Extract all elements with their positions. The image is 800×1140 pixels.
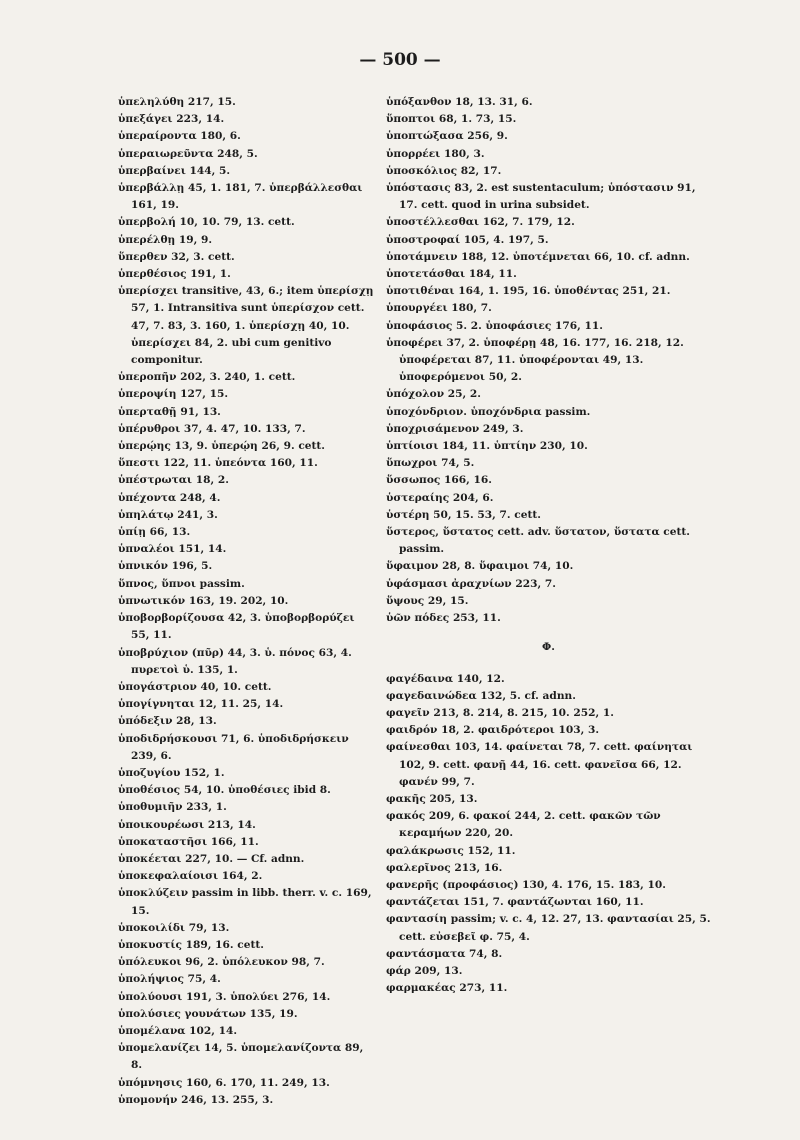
index-entry: ὑπολύουσι 191, 3. ὑπολύει 276, 14. — [118, 990, 331, 1003]
index-entry: ὑποκαταστῆσι 166, 11. — [118, 835, 259, 848]
index-entry: ὑπερβαίνει 144, 5. — [118, 164, 231, 177]
index-entry: φανερῆς (προφάσιος) 130, 4. 176, 15. 183, 10. — [386, 878, 666, 891]
index-entry: φαλερῖνος 213, 16. — [386, 861, 503, 874]
index-entry: ὑῶν πόδες 253, 11. — [386, 612, 501, 625]
index-entry: ὑποκέεται 227, 10. — Cf. adnn. — [118, 852, 305, 865]
index-entry: ὑποτετάσθαι 184, 11. — [386, 268, 517, 281]
index-entry: ὑπέχοντα 248, 4. — [118, 491, 221, 504]
index-entry: ὑποχρισάμενον 249, 3. — [386, 422, 524, 435]
index-entries-upsilon — [386, 94, 711, 627]
index-entry: ὑπεληλύθη 217, 15. — [118, 96, 236, 108]
index-entry: ὑποχόνδριον. ὑποχόνδρια passim. — [386, 405, 591, 418]
index-entry: ὕπερθεν 32, 3. cett. — [118, 250, 235, 263]
index-entry: ὑπίῃ 66, 13. — [118, 526, 191, 539]
index-entry: φαντάσματα 74, 8. — [386, 947, 503, 960]
index-entry: ὑπεροψίη 127, 15. — [118, 388, 229, 401]
index-entry: ὑποστροφαί 105, 4. 197, 5. — [386, 233, 549, 246]
index-entry: ὕφαιμον 28, 8. ὕφαιμοι 74, 10. — [386, 560, 574, 573]
index-entry: ὑπεξάγει 223, 14. — [118, 113, 225, 126]
index-entry: ὑπόμνησις 160, 6. 170, 11. 249, 13. — [118, 1076, 330, 1089]
index-entry: ὕπνος, ὕπνοι passim. — [118, 577, 245, 590]
index-entry: ὑπερῴης 13, 9. ὑπερῴη 26, 9. cett. — [118, 440, 325, 453]
index-entry: ὑποφέρει 37, 2. ὑποφέρῃ 48, 16. 177, 16. 218, 12. ὑποφέρεται 87, 11. ὑποφέρονται 49, 13. ὑποφερόμενοι 50, 2. — [386, 336, 684, 384]
index-entry: ὑπουργέει 180, 7. — [386, 302, 492, 315]
index-entry: ὑποθυμιῆν 233, 1. — [118, 801, 227, 814]
index-entry: φαντάζεται 151, 7. φαντάζωνται 160, 11. — [386, 896, 644, 909]
index-entry: φακῆς 205, 13. — [386, 792, 478, 805]
index-entry: ὑπηλάτῳ 241, 3. — [118, 508, 218, 521]
index-entry: ὑποκοιλίδι 79, 13. — [118, 921, 230, 934]
index-entry: ὑποστέλλεσθαι 162, 7. 179, 12. — [386, 216, 575, 229]
index-column-left — [118, 94, 376, 1109]
index-entry: ὑποβρύχιον (πῦρ) 44, 3. ὑ. πόνος 63, 4. πυρετοὶ ὑ. 135, 1. — [118, 646, 352, 676]
index-entry: ὑπέστρωται 18, 2. — [118, 474, 229, 487]
index-entry: φαρμακέας 273, 11. — [386, 982, 508, 995]
index-entry: ὑπνικόν 196, 5. — [118, 560, 213, 573]
index-entry: φαίνεσθαι 103, 14. φαίνεται 78, 7. cett. φαίνηται 102, 9. cett. φανῇ 44, 16. cett. φανεῖσα 66, 12. φανέν 99, 7. — [386, 741, 693, 788]
index-entry: ὑπεραιωρεῦντα 248, 5. — [118, 147, 258, 160]
index-entry: ὑποδιδρήσκουσι 71, 6. ὑποδιδρήσκειν 239, 6. — [118, 732, 349, 762]
index-entry: ὑπερέλθῃ 19, 9. — [118, 233, 213, 246]
index-entry: ὑπτίοισι 184, 11. ὑπτίην 230, 10. — [386, 440, 588, 453]
index-entry: ὑπομελανίζει 14, 5. ὑπομελανίζοντα 89, 8. — [118, 1042, 364, 1072]
index-entry: ὑποζυγίου 152, 1. — [118, 766, 225, 779]
page-number: — 500 — — [359, 50, 441, 70]
index-entry: ὑπόλευκοι 96, 2. ὑπόλευκον 98, 7. — [118, 956, 325, 969]
index-entry: ὑπόξανθον 18, 13. 31, 6. — [386, 96, 533, 108]
index-entry: ὕπεστι 122, 11. ὑπεόντα 160, 11. — [118, 457, 318, 470]
index-entry: ὑπόδεξιν 28, 13. — [118, 715, 217, 728]
index-entry: ὑπνωτικόν 163, 19. 202, 10. — [118, 594, 289, 607]
index-entry: ὑπερίσχει transitive, 43, 6.; item ὑπερίσχῃ 57, 1. Intransitiva sunt ὑπερίσχον cett. 47, 7. 83, 3. 160, 1. ὑπερίσχῃ 40, 10. ὑπερίσχει 84, 2. ubi cum genitivo componitur. — [118, 285, 374, 367]
index-entry: ὕστερος, ὕστατος cett. adv. ὕστατον, ὕστατα cett. passim. — [386, 526, 690, 556]
index-entry: φαγεδαινώδεα 132, 5. cf. adnn. — [386, 689, 576, 702]
index-entry: φαλάκρωσις 152, 11. — [386, 844, 516, 857]
index-entry: ὕσσωπος 166, 16. — [386, 474, 492, 487]
index-entry: ὑποθέσιος 54, 10. ὑποθέσιες ibid 8. — [118, 784, 331, 797]
index-entry: ὑφάσμασι ἀραχνίων 223, 7. — [386, 577, 556, 590]
index-entry: ὕποπτοι 68, 1. 73, 15. — [386, 113, 517, 126]
index-entry: ὑπεροπῆν 202, 3. 240, 1. cett. — [118, 371, 296, 384]
index-entry: ὑπεραίροντα 180, 6. — [118, 130, 241, 143]
index-entry: ὑπερθέσιος 191, 1. — [118, 268, 231, 281]
index-entry: φακός 209, 6. φακοί 244, 2. cett. φακῶν τῶν κεραμήων 220, 20. — [386, 810, 661, 840]
index-entry: ὑστέρη 50, 15. 53, 7. cett. — [386, 508, 541, 521]
index-entry: ὑπερταθῇ 91, 13. — [118, 405, 221, 418]
index-entry: ὑπερβολή 10, 10. 79, 13. cett. — [118, 216, 295, 229]
index-entry: ὑποτιθέναι 164, 1. 195, 16. ὑποθέντας 251, 21. — [386, 285, 671, 298]
index-entry: φαγέδαινα 140, 12. — [386, 672, 505, 685]
index-entry: ὑπόστασις 83, 2. est sustentaculum; ὑπόστασιν 91, 17. cett. quod in urina subsidet. — [386, 182, 696, 212]
index-entry: ὑπόχολον 25, 2. — [386, 388, 481, 401]
index-entry: ὑπέρυθροι 37, 4. 47, 10. 133, 7. — [118, 422, 306, 435]
index-entries-phi — [386, 671, 711, 998]
index-entry: φαντασίη passim; v. c. 4, 12. 27, 13. φαντασίαι 25, 5. cett. εὐσεβεῖ φ. 75, 4. — [386, 913, 711, 943]
index-entry: ὑπερβάλλῃ 45, 1. 181, 7. ὑπερβάλλεσθαι 161, 19. — [118, 182, 363, 212]
section-letter-phi: Φ. — [542, 641, 555, 654]
index-entry: ὑποκεφαλαίοισι 164, 2. — [118, 870, 263, 883]
index-entry: ὑπομονήν 246, 13. 255, 3. — [118, 1093, 274, 1106]
index-entry: ὑπολήψιος 75, 4. — [118, 973, 221, 986]
index-entry: ὑποικουρέωσι 213, 14. — [118, 818, 256, 831]
index-entry: ὑπορρέει 180, 3. — [386, 147, 485, 160]
index-entry: ὑπολύσιες γουνάτων 135, 19. — [118, 1007, 298, 1020]
index-entry: ὑπογίγνηται 12, 11. 25, 14. — [118, 698, 284, 711]
index-column-right — [386, 94, 711, 997]
index-entry: ὑπομέλανα 102, 14. — [118, 1024, 238, 1037]
index-entry: ὑποκυστίς 189, 16. cett. — [118, 938, 264, 951]
index-entry: ὑποσκόλιος 82, 17. — [386, 164, 502, 177]
index-entry: φάρ 209, 13. — [386, 964, 463, 977]
index-entry: ὕπωχροι 74, 5. — [386, 457, 475, 470]
index-entry: ὑποκλύζειν passim in libb. therr. v. c. 169, 15. — [118, 887, 372, 917]
index-entry: ὑστεραίης 204, 6. — [386, 491, 494, 504]
index-entry: ὑπναλέοι 151, 14. — [118, 543, 227, 556]
index-entry: ὕψους 29, 15. — [386, 594, 469, 607]
index-entry: ὑποτάμνειν 188, 12. ὑποτέμνεται 66, 10. cf. adnn. — [386, 250, 690, 263]
index-entry: ὑποπτώξασα 256, 9. — [386, 130, 508, 143]
index-entry: ὑποφάσιος 5. 2. ὑποφάσιες 176, 11. — [386, 319, 603, 332]
index-entry: φαγεῖν 213, 8. 214, 8. 215, 10. 252, 1. — [386, 706, 614, 719]
index-entry: ὑποβορβορίζουσα 42, 3. ὑποβορβορύζει 55, 11. — [118, 612, 355, 642]
index-entry: ὑπογάστριον 40, 10. cett. — [118, 680, 272, 693]
index-entry: φαιδρόν 18, 2. φαιδρότεροι 103, 3. — [386, 724, 600, 737]
